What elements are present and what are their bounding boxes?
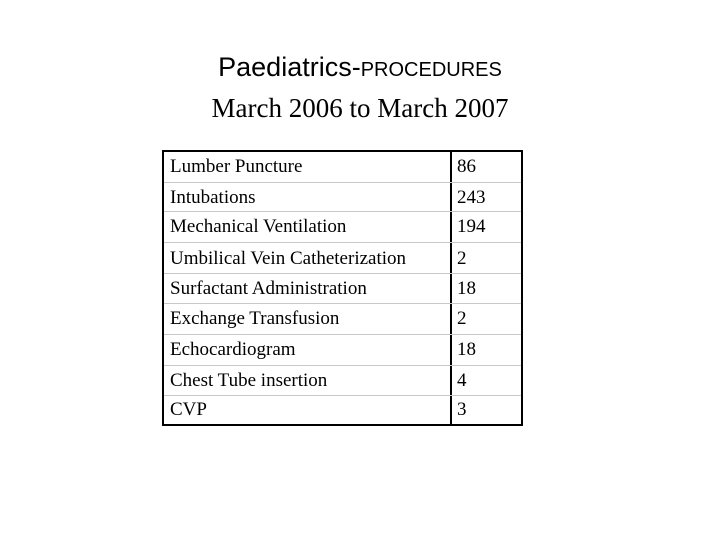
table-row bbox=[164, 274, 521, 304]
table-row bbox=[164, 366, 521, 396]
row-divider bbox=[164, 242, 521, 243]
table-row bbox=[164, 335, 521, 365]
procedure-count: 3 bbox=[457, 399, 467, 420]
title-sub-text: PROCEDURES bbox=[360, 59, 502, 81]
procedure-count: 4 bbox=[457, 370, 467, 391]
procedure-count: 18 bbox=[457, 278, 476, 299]
procedure-name: Mechanical Ventilation bbox=[170, 216, 347, 237]
title-main-text: Paediatrics bbox=[218, 52, 352, 82]
table-row bbox=[164, 212, 521, 242]
procedure-count: 86 bbox=[457, 156, 476, 177]
table-row bbox=[164, 183, 521, 213]
procedure-count: 194 bbox=[457, 216, 486, 237]
page-title bbox=[0, 52, 720, 83]
procedure-name: Umbilical Vein Catheterization bbox=[170, 248, 407, 269]
table-row bbox=[164, 395, 521, 425]
page-subtitle: March 2006 to March 2007 bbox=[211, 93, 509, 123]
procedure-name: Intubations bbox=[170, 187, 256, 208]
procedure-count: 2 bbox=[457, 248, 467, 269]
procedure-count: 243 bbox=[457, 187, 486, 208]
procedure-count: 18 bbox=[457, 339, 476, 360]
title-separator: - bbox=[351, 52, 361, 82]
table-row bbox=[164, 304, 521, 334]
procedure-name: Chest Tube insertion bbox=[170, 370, 328, 391]
procedure-name: Echocardiogram bbox=[170, 339, 296, 360]
procedure-name: Exchange Transfusion bbox=[170, 308, 340, 329]
table-row bbox=[164, 152, 521, 182]
procedure-name: Lumber Puncture bbox=[170, 156, 303, 177]
procedure-count: 2 bbox=[457, 308, 467, 329]
procedure-name: Surfactant Administration bbox=[170, 278, 367, 299]
table-row bbox=[164, 244, 521, 274]
procedure-name: CVP bbox=[170, 399, 207, 420]
